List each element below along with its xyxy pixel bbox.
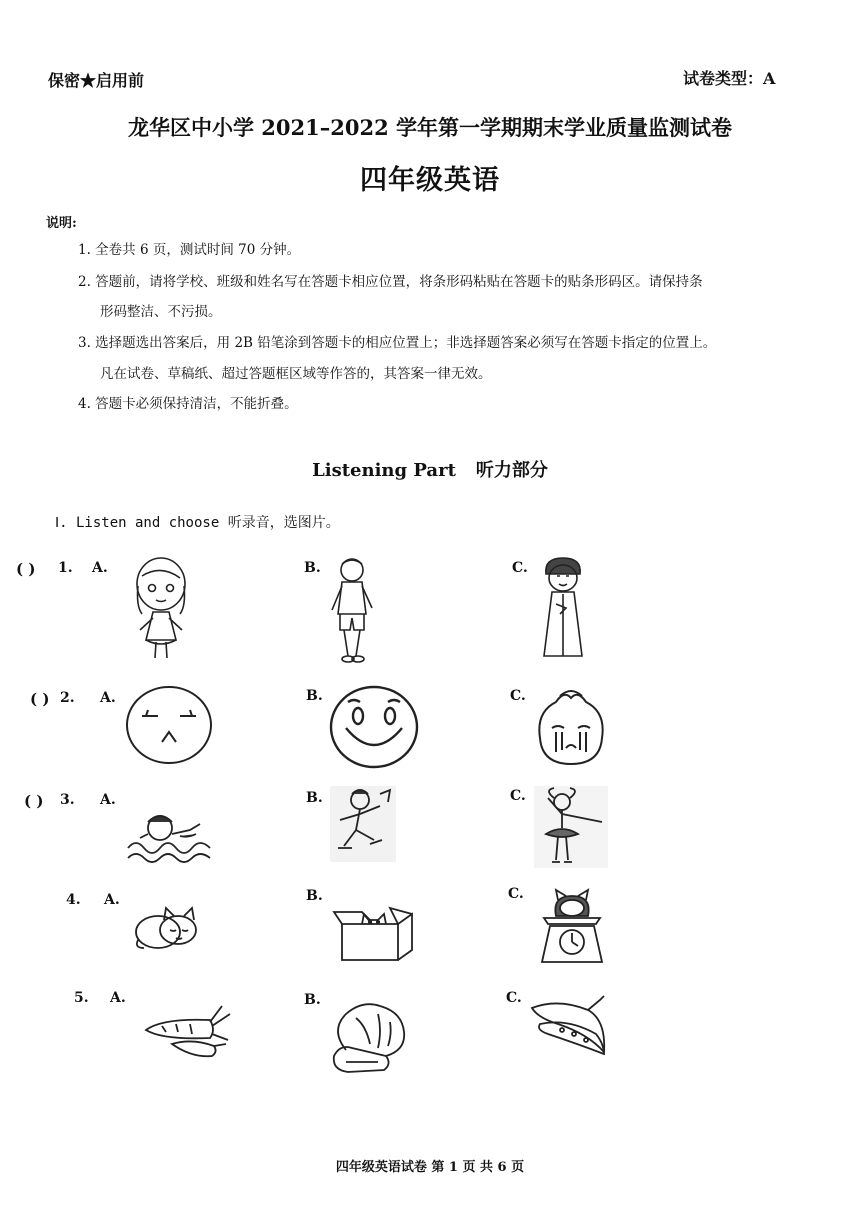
question-number: 1. <box>58 560 73 576</box>
option-c-label: C. <box>512 560 528 576</box>
sleeping-cat-icon[interactable] <box>132 904 202 952</box>
dancing-icon[interactable] <box>534 786 608 868</box>
swimming-icon[interactable] <box>126 808 212 868</box>
section-title-zh: 听力部分 <box>475 460 548 481</box>
exam-title: 龙华区中小学 2021–2022 学年第一学期期末学业质量监测试卷 <box>127 115 732 140</box>
answer-paren[interactable]: ( ) <box>16 560 36 578</box>
grandma-icon[interactable] <box>540 556 586 660</box>
answer-paren[interactable]: ( ) <box>24 792 44 810</box>
skating-icon[interactable] <box>330 786 396 862</box>
answer-paren[interactable]: ( ) <box>30 690 50 708</box>
note-item-continued: 形码整洁、不污损。 <box>100 304 222 320</box>
option-c-label: C. <box>510 788 526 804</box>
tired-face-icon[interactable] <box>124 684 214 766</box>
question-number: 3. <box>60 792 75 808</box>
cabbage-icon[interactable] <box>326 1000 412 1074</box>
option-a-label: A. <box>104 892 120 908</box>
option-a-label: A. <box>100 690 116 706</box>
pea-pod-icon[interactable] <box>528 994 608 1058</box>
exam-subtitle: 四年级英语 <box>360 165 500 196</box>
note-item: 2. 答题前，请将学校、班级和姓名写在答题卡相应位置，将条形码粘贴在答题卡的贴条形码区。请保持条 <box>78 274 703 290</box>
option-a-label: A. <box>92 560 108 576</box>
section-title-en: Listening Part <box>312 460 456 481</box>
cat-in-box-icon[interactable] <box>332 902 416 964</box>
boy-icon[interactable] <box>328 556 376 666</box>
option-b-label: B. <box>306 888 323 904</box>
part1-instruction: Ⅰ. Listen and choose 听录音，选图片。 <box>55 515 340 531</box>
page-footer: 四年级英语试卷 第 1 页 共 6 页 <box>335 1160 525 1175</box>
option-b-label: B. <box>306 790 323 806</box>
crying-face-icon[interactable] <box>534 688 608 766</box>
option-a-label: A. <box>100 792 116 808</box>
happy-face-icon[interactable] <box>328 684 420 770</box>
option-c-label: C. <box>510 688 526 704</box>
confidential-label: 保密★启用前 <box>48 71 145 90</box>
question-number: 5. <box>74 990 89 1006</box>
option-c-label: C. <box>508 886 524 902</box>
note-item: 1. 全卷共 6 页，测试时间 70 分钟。 <box>78 242 301 258</box>
section-title <box>0 456 860 482</box>
question-number: 2. <box>60 690 75 706</box>
note-item: 4. 答题卡必须保持清洁，不能折叠。 <box>78 396 298 412</box>
carrot-icon[interactable] <box>142 1000 234 1058</box>
paper-type-label: 试卷类型：A <box>683 69 776 88</box>
note-item: 3. 选择题选出答案后，用 2B 铅笔涂到答题卡的相应位置上；非选择题答案必须写在答题卡指定的位置上。 <box>78 335 717 351</box>
option-b-label: B. <box>304 560 321 576</box>
note-item-continued: 凡在试卷、草稿纸、超过答题框区域等作答的，其答案一律无效。 <box>100 366 492 382</box>
notes-heading: 说明: <box>46 216 77 231</box>
cat-on-scale-icon[interactable] <box>536 886 608 966</box>
option-c-label: C. <box>506 990 522 1006</box>
option-b-label: B. <box>306 688 323 704</box>
question-number: 4. <box>66 892 81 908</box>
option-a-label: A. <box>110 990 126 1006</box>
girl-icon[interactable] <box>128 556 194 662</box>
option-b-label: B. <box>304 992 321 1008</box>
